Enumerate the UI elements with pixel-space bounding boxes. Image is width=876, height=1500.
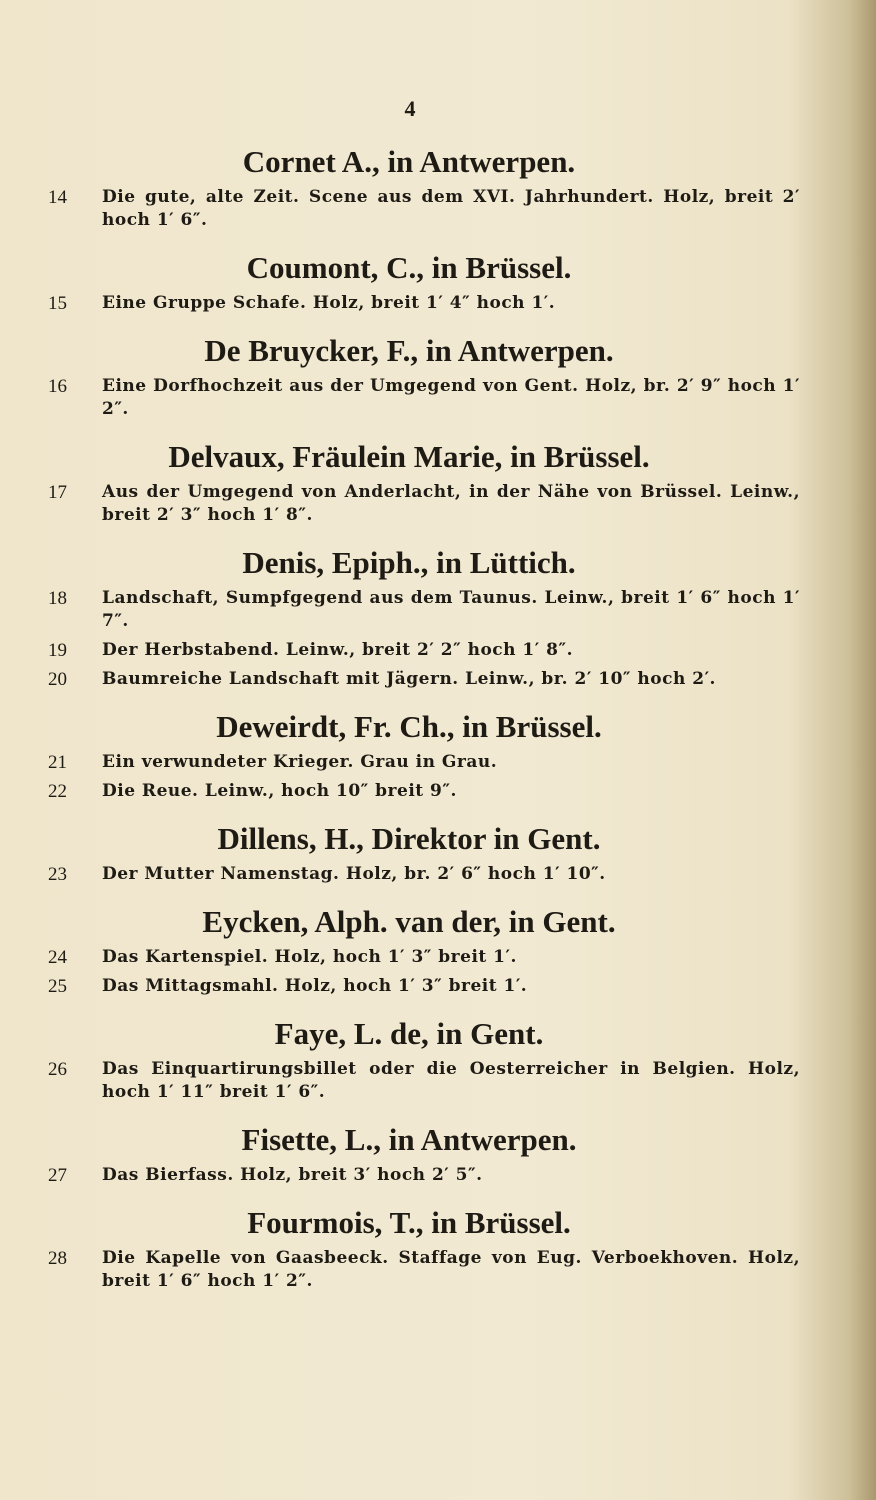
artist-section — [48, 1012, 800, 1104]
catalog-entry — [48, 1164, 800, 1187]
catalog-entries — [48, 140, 800, 1307]
artist-heading: Dillens, H., Direktor in Gent. — [217, 821, 601, 856]
entry-description: Das Kartenspiel. Holz, hoch 1′ 3″ breit 1′. — [102, 947, 517, 967]
catalog-entry — [48, 587, 800, 633]
artist-heading: Faye, L. de, in Gent. — [274, 1016, 544, 1051]
entry-number: 22 — [48, 781, 67, 802]
entry-description: Eine Dorfhochzeit aus der Umgegend von Gent. Holz, br. 2′ 9″ hoch 1′ 2″. — [102, 376, 800, 419]
entry-number: 18 — [48, 588, 67, 609]
entry-description: Der Herbstabend. Leinw., breit 2′ 2″ hoch 1′ 8″. — [102, 640, 574, 660]
artist-heading: Cornet A., in Antwerpen. — [242, 144, 576, 179]
catalog-entry — [48, 668, 800, 691]
artist-section — [48, 817, 800, 886]
artist-heading: Denis, Epiph., in Lüttich. — [242, 545, 576, 580]
entry-number: 24 — [48, 947, 67, 968]
page-number: 4 — [404, 96, 416, 121]
entry-description: Die gute, alte Zeit. Scene aus dem XVI. Jahrhundert. Holz, breit 2′ hoch 1′ 6″. — [102, 187, 800, 230]
artist-heading: Eycken, Alph. van der, in Gent. — [202, 904, 616, 939]
artist-heading: Deweirdt, Fr. Ch., in Brüssel. — [216, 709, 602, 744]
catalog-entry — [48, 751, 800, 774]
artist-section — [48, 246, 800, 315]
catalog-entry — [48, 186, 800, 232]
entry-description: Der Mutter Namenstag. Holz, br. 2′ 6″ hoch 1′ 10″. — [102, 864, 606, 884]
entry-number: 16 — [48, 376, 67, 397]
artist-section — [48, 140, 800, 232]
entry-number: 20 — [48, 669, 67, 690]
catalog-entry — [48, 863, 800, 886]
entry-number: 14 — [48, 187, 67, 208]
artist-section — [48, 435, 800, 527]
artist-section — [48, 900, 800, 998]
entry-description: Ein verwundeter Krieger. Grau in Grau. — [102, 752, 498, 772]
entry-number: 15 — [48, 293, 67, 314]
artist-heading: De Bruycker, F., in Antwerpen. — [204, 333, 614, 368]
entry-description: Die Kapelle von Gaasbeeck. Staffage von Eug. Verboekhoven. Holz, breit 1′ 6″ hoch 1′ 2″. — [102, 1248, 800, 1291]
catalog-entry — [48, 1247, 800, 1293]
entry-description: Landschaft, Sumpfgegend aus dem Taunus. Leinw., breit 1′ 6″ hoch 1′ 7″. — [102, 588, 800, 631]
entry-description: Das Mittagsmahl. Holz, hoch 1′ 3″ breit 1′. — [102, 976, 528, 996]
artist-heading: Fourmois, T., in Brüssel. — [247, 1205, 571, 1240]
entry-description: Aus der Umgegend von Anderlacht, in der Nähe von Brüssel. Leinw., breit 2′ 3″ hoch 1′ 8″. — [102, 482, 800, 525]
entry-description: Baumreiche Landschaft mit Jägern. Leinw., br. 2′ 10″ hoch 2′. — [102, 669, 716, 689]
artist-heading: Fisette, L., in Antwerpen. — [241, 1122, 577, 1157]
entry-number: 17 — [48, 482, 67, 503]
artist-section — [48, 329, 800, 421]
catalog-entry — [48, 292, 800, 315]
artist-section — [48, 705, 800, 803]
entry-description: Eine Gruppe Schafe. Holz, breit 1′ 4″ hoch 1′. — [102, 293, 556, 313]
entry-number: 19 — [48, 640, 67, 661]
catalog-entry — [48, 1058, 800, 1104]
entry-number: 27 — [48, 1165, 67, 1186]
entry-number: 25 — [48, 976, 67, 997]
entry-number: 28 — [48, 1248, 67, 1269]
catalog-entry — [48, 946, 800, 969]
artist-heading: Coumont, C., in Brüssel. — [246, 250, 572, 285]
catalog-entry — [48, 780, 800, 803]
entry-number: 26 — [48, 1059, 67, 1080]
entry-description: Das Einquartirungsbillet oder die Oesterreicher in Belgien. Holz, hoch 1′ 11″ breit 1′ 6″. — [102, 1059, 800, 1102]
artist-section — [48, 1201, 800, 1293]
artist-heading: Delvaux, Fräulein Marie, in Brüssel. — [168, 439, 650, 474]
catalog-entry — [48, 639, 800, 662]
artist-section — [48, 1118, 800, 1187]
entry-description: Das Bierfass. Holz, breit 3′ hoch 2′ 5″. — [102, 1165, 483, 1185]
catalog-entry — [48, 975, 800, 998]
artist-section — [48, 541, 800, 691]
entry-description: Die Reue. Leinw., hoch 10″ breit 9″. — [102, 781, 457, 801]
entry-number: 23 — [48, 864, 67, 885]
catalog-entry — [48, 375, 800, 421]
entry-number: 21 — [48, 752, 67, 773]
catalog-entry — [48, 481, 800, 527]
